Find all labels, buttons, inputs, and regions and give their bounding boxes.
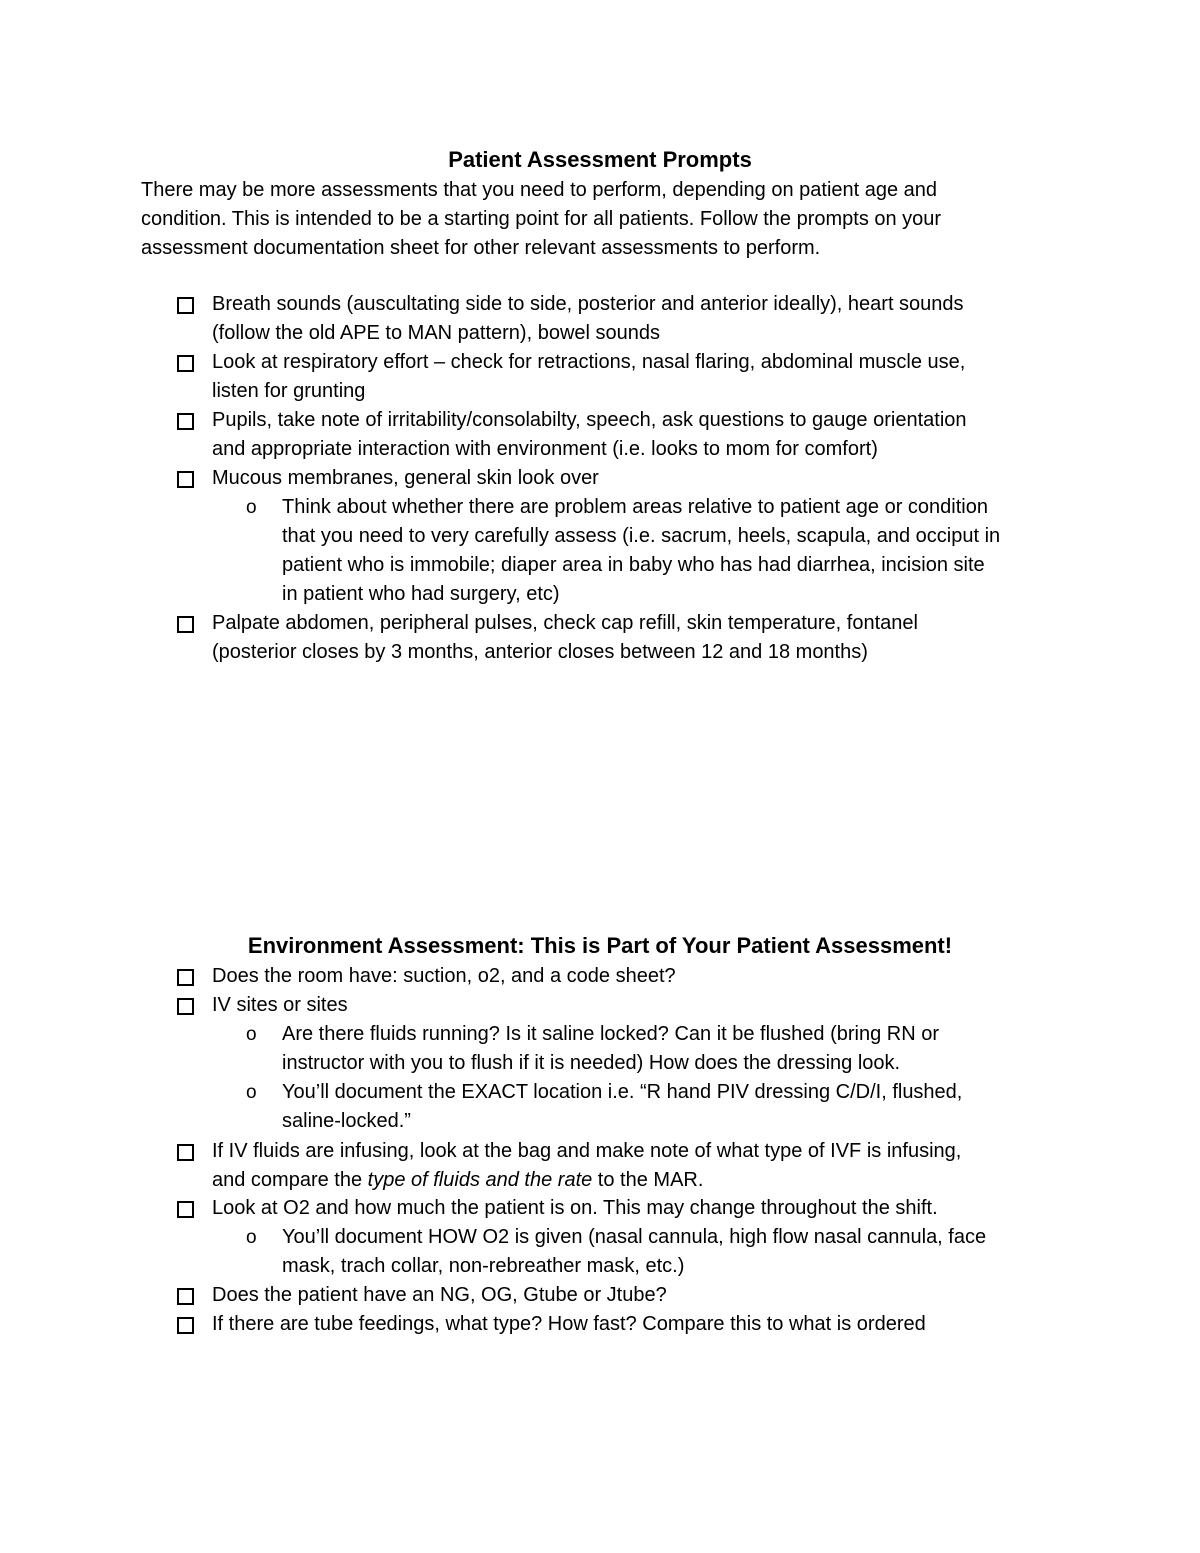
item-text — [212, 1310, 1062, 1339]
item-text — [212, 1194, 1062, 1223]
item-line: Look at O2 and how much the patient is on. This may change throughout the shift. — [212, 1197, 938, 1219]
item-text — [212, 464, 1062, 493]
sub-item-line: You’ll document the EXACT location i.e. “R hand PIV dressing C/D/I, flushed, — [282, 1081, 963, 1103]
item-line: If IV fluids are infusing, look at the bag and make note of what type of IVF is infusing, — [212, 1140, 962, 1162]
compare-text: to the MAR. — [592, 1169, 704, 1191]
intro-line: condition. This is intended to be a starting point for all patients. Follow the prompts on your — [141, 208, 942, 230]
item-line: Look at respiratory effort – check for retractions, nasal flaring, abdominal muscle use, — [212, 351, 966, 373]
bullet-icon: o — [246, 1082, 257, 1103]
intro-line: assessment documentation sheet for other relevant assessments to perform. — [141, 237, 821, 259]
sub-item-line: in patient who had surgery, etc) — [282, 583, 560, 605]
item-text — [212, 991, 1062, 1020]
checkbox[interactable] — [177, 413, 194, 430]
item-line: Does the patient have an NG, OG, Gtube or Jtube? — [212, 1284, 667, 1306]
item-line: Palpate abdomen, peripheral pulses, check cap refill, skin temperature, fontanel — [212, 612, 918, 634]
sub-item-line: instructor with you to flush if it is needed) How does the dressing look. — [282, 1052, 901, 1074]
item-line: and appropriate interaction with environment (i.e. looks to mom for comfort) — [212, 438, 878, 460]
checkbox[interactable] — [177, 297, 194, 314]
checkbox[interactable] — [177, 355, 194, 372]
item-text — [212, 1137, 1062, 1195]
intro-line: There may be more assessments that you need to perform, depending on patient age and — [141, 179, 938, 201]
item-text — [212, 962, 1062, 991]
sub-item-line: Think about whether there are problem areas relative to patient age or condition — [282, 496, 988, 518]
sub-item-line: You’ll document HOW O2 is given (nasal cannula, high flow nasal cannula, face — [282, 1226, 987, 1248]
emphasis-text: type of fluids and the rate — [367, 1169, 593, 1191]
sub-item-line: Are there fluids running? Is it saline locked? Can it be flushed (bring RN or — [282, 1023, 940, 1045]
item-line: IV sites or sites — [212, 994, 348, 1016]
item-text — [212, 1281, 1062, 1310]
item-text — [212, 290, 1062, 348]
bullet-icon: o — [246, 1227, 257, 1248]
checkbox[interactable] — [177, 616, 194, 633]
bullet-icon: o — [246, 497, 257, 518]
item-line: listen for grunting — [212, 380, 366, 402]
item-text — [212, 609, 1062, 667]
item-line: Breath sounds (auscultating side to side, posterior and anterior ideally), heart sounds — [212, 293, 964, 315]
checkbox[interactable] — [177, 1317, 194, 1334]
section-title: Environment Assessment: This is Part of Your Patient Assessment! — [247, 933, 953, 958]
item-text — [212, 406, 1062, 464]
item-line — [212, 1169, 703, 1191]
sub-item-text — [282, 493, 1072, 609]
checkbox[interactable] — [177, 471, 194, 488]
item-line: Pupils, take note of irritability/consolabilty, speech, ask questions to gauge orientation — [212, 409, 967, 431]
intro-paragraph — [141, 176, 1071, 263]
sub-item-text — [282, 1078, 1072, 1136]
sub-item-text — [282, 1020, 1072, 1078]
item-line: (follow the old APE to MAN pattern), bowel sounds — [212, 322, 661, 344]
sub-item-line: saline-locked.” — [282, 1110, 411, 1132]
sub-item-line: patient who is immobile; diaper area in baby who has had diarrhea, incision site — [282, 554, 985, 576]
item-line: Does the room have: suction, o2, and a code sheet? — [212, 965, 676, 987]
item-line: Mucous membranes, general skin look over — [212, 467, 599, 489]
item-line: (posterior closes by 3 months, anterior closes between 12 and 18 months) — [212, 641, 868, 663]
bullet-icon: o — [246, 1024, 257, 1045]
checkbox[interactable] — [177, 1288, 194, 1305]
sub-item-text — [282, 1223, 1072, 1281]
compare-text: and compare the — [212, 1169, 368, 1191]
checkbox[interactable] — [177, 1201, 194, 1218]
checkbox[interactable] — [177, 998, 194, 1015]
page-title: Patient Assessment Prompts — [448, 147, 752, 172]
item-line: If there are tube feedings, what type? How fast? Compare this to what is ordered — [212, 1313, 926, 1335]
sub-item-line: mask, trach collar, non-rebreather mask, etc.) — [282, 1255, 685, 1277]
item-text — [212, 348, 1062, 406]
sub-item-line: that you need to very carefully assess (i.e. sacrum, heels, scapula, and occiput in — [282, 525, 1001, 547]
checkbox[interactable] — [177, 969, 194, 986]
checkbox[interactable] — [177, 1144, 194, 1161]
